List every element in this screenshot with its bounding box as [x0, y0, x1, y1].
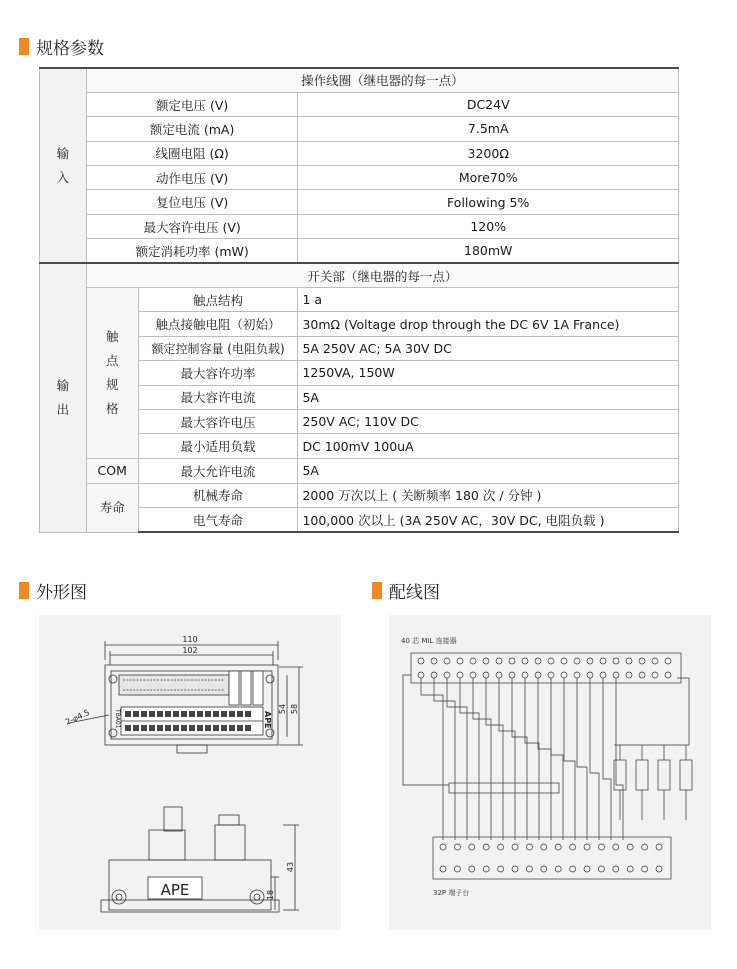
spec-section-title	[19, 34, 104, 59]
terminal-screw	[526, 866, 532, 872]
terminal-screw	[613, 866, 619, 872]
terminal-screw	[570, 844, 576, 850]
terminal-screw	[656, 866, 662, 872]
model-label: TBA01	[114, 709, 121, 729]
terminal-screw	[498, 866, 504, 872]
table-row: 动作电压 (V) More70%	[40, 166, 679, 190]
table-row: 额定电压 (V) DC24V	[40, 92, 679, 116]
terminal-label: 32P 端子台	[433, 889, 470, 897]
connector-pin	[496, 658, 502, 664]
wire	[473, 678, 491, 840]
terminal-screw	[584, 844, 590, 850]
dim-hole: 2-⌀4.5	[64, 707, 91, 727]
connector-pin	[587, 672, 593, 678]
connector-pin	[626, 658, 632, 664]
wire	[538, 678, 551, 840]
terminal-screw	[454, 866, 460, 872]
terminal-screw	[541, 866, 547, 872]
table-row: 最大容许电压 (V) 120%	[40, 214, 679, 238]
wiring-section-title	[372, 578, 440, 603]
connector-pin	[639, 658, 645, 664]
connector-pin	[522, 658, 528, 664]
terminal-screw	[498, 844, 504, 850]
connector-pin	[561, 658, 567, 664]
connector-pin	[509, 672, 515, 678]
connector-pin	[574, 658, 580, 664]
dim-58: 58	[290, 703, 299, 715]
wiring-diagram	[389, 615, 711, 930]
connector-pin	[444, 672, 450, 678]
terminal-screw	[512, 866, 518, 872]
dim-18: 18	[266, 889, 275, 901]
table-row: 寿命 机械寿命 2000 万次以上 ( 关断频率 180 次 / 分钟 )	[40, 483, 679, 507]
connector-pin	[548, 658, 554, 664]
connector-pin	[431, 672, 437, 678]
wire	[614, 678, 689, 745]
table-row: 额定消耗功率 (mW) 180mW	[40, 239, 679, 263]
wire	[434, 678, 455, 840]
connector-pin	[639, 672, 645, 678]
connector-pin	[418, 658, 424, 664]
outline-drawing	[39, 615, 341, 930]
terminal-screw	[469, 866, 475, 872]
terminal-screw	[541, 844, 547, 850]
wire	[447, 678, 467, 840]
brand-label-top: APE	[263, 711, 272, 729]
relay-symbol	[680, 760, 692, 790]
connector-pin	[600, 658, 606, 664]
terminal-screw	[627, 844, 633, 850]
wire	[499, 678, 515, 840]
connector-pin	[665, 672, 671, 678]
wire	[421, 678, 443, 840]
connector-pin	[431, 658, 437, 664]
wiring-diagram-panel	[389, 615, 711, 930]
section-marker-icon	[19, 582, 29, 599]
contact-group-label: 触点规格	[86, 288, 138, 459]
connector-pin	[626, 672, 632, 678]
connector-pin	[600, 672, 606, 678]
connector-pin	[496, 672, 502, 678]
connector-pin	[561, 672, 567, 678]
connector-pin	[535, 672, 541, 678]
wire	[616, 678, 623, 840]
connector-pin	[652, 672, 658, 678]
output-header: 开关部（继电器的每一点）	[86, 263, 678, 287]
life-group-label: 寿命	[86, 483, 138, 532]
terminal-screw	[642, 844, 648, 850]
wire	[603, 678, 611, 840]
terminal-screw	[454, 844, 460, 850]
table-row: 复位电压 (V) Following 5%	[40, 190, 679, 214]
dim-110: 110	[182, 635, 198, 644]
terminal-screw	[656, 844, 662, 850]
section-marker-icon	[19, 38, 29, 55]
mil-connector-outline	[411, 653, 681, 683]
terminal-screw	[526, 844, 532, 850]
connector-pin	[613, 658, 619, 664]
wire	[590, 678, 599, 840]
connector-pin	[548, 672, 554, 678]
spec-title-text: 规格参数	[36, 39, 104, 59]
terminal-screw	[598, 844, 604, 850]
terminal-screw	[440, 844, 446, 850]
terminal-screw	[627, 866, 633, 872]
relay-symbol	[658, 760, 670, 790]
diode-array	[449, 783, 559, 793]
table-row: 线圈电阻 (Ω) 3200Ω	[40, 141, 679, 165]
table-row: 电气寿命 100,000 次以上 (3A 250V AC，30V DC, 电阻负载 )	[40, 508, 679, 532]
terminal-screw	[555, 844, 561, 850]
connector-pin	[522, 672, 528, 678]
outline-drawing-panel	[39, 615, 341, 930]
dim-102: 102	[182, 646, 198, 655]
brand-label-side: APE	[160, 881, 190, 899]
terminal-screw	[570, 866, 576, 872]
terminal-screw	[598, 866, 604, 872]
connector-pin	[470, 658, 476, 664]
wire	[460, 678, 479, 840]
connector-pin	[418, 672, 424, 678]
spec-table	[39, 67, 679, 533]
table-row: 最小适用负载 DC 100mV 100uA	[40, 434, 679, 458]
output-group-label: 输出	[40, 263, 87, 532]
wiring-title-text: 配线图	[389, 583, 440, 603]
section-marker-icon	[372, 582, 382, 599]
outline-title-text: 外形图	[36, 583, 87, 603]
table-row: 额定控制容量 (电阻负载) 5A 250V AC; 5A 30V DC	[40, 336, 679, 360]
connector-label: 40 芯 MIL 连接器	[401, 637, 457, 645]
terminal-screw	[483, 844, 489, 850]
wire	[577, 678, 587, 840]
connector-pin	[509, 658, 515, 664]
table-row: 最大容许电压 250V AC; 110V DC	[40, 409, 679, 433]
terminal-screw	[483, 866, 489, 872]
wire	[486, 678, 503, 840]
terminal-screw	[642, 866, 648, 872]
connector-pin	[613, 672, 619, 678]
connector-pin	[483, 658, 489, 664]
relay-symbol	[636, 760, 648, 790]
connector-pin	[665, 658, 671, 664]
table-row: 触点接触电阻（初始） 30mΩ (Voltage drop through the DC 6V 1A France)	[40, 312, 679, 336]
terminal-screw	[613, 844, 619, 850]
terminal-screw	[584, 866, 590, 872]
connector-pin	[457, 658, 463, 664]
terminal-screw	[512, 844, 518, 850]
terminal-screw	[555, 866, 561, 872]
connector-pin	[483, 672, 489, 678]
input-group-label: 输入	[40, 68, 87, 263]
table-row: 触点规格 触点结构 1 a	[40, 288, 679, 312]
outline-section-title	[19, 578, 87, 603]
connector-pin	[457, 672, 463, 678]
com-group-label: COM	[86, 458, 138, 483]
terminal-screw	[440, 866, 446, 872]
wire	[403, 675, 449, 785]
table-row: 最大容许电流 5A	[40, 385, 679, 409]
input-header: 操作线圈（继电器的每一点）	[86, 68, 678, 92]
dim-43: 43	[286, 861, 295, 873]
connector-pin	[587, 658, 593, 664]
connector-pin	[574, 672, 580, 678]
terminal-screw	[469, 844, 475, 850]
dim-54: 54	[278, 703, 287, 715]
table-row: 最大容许功率 1250VA, 150W	[40, 361, 679, 385]
connector-pin	[444, 658, 450, 664]
wire	[551, 678, 563, 840]
terminal-block-outline	[433, 837, 671, 879]
table-row: COM 最大允许电流 5A	[40, 458, 679, 483]
wire	[564, 678, 575, 840]
connector-pin	[535, 658, 541, 664]
connector-pin	[470, 672, 476, 678]
table-row: 额定电流 (mA) 7.5mA	[40, 117, 679, 141]
connector-pin	[652, 658, 658, 664]
